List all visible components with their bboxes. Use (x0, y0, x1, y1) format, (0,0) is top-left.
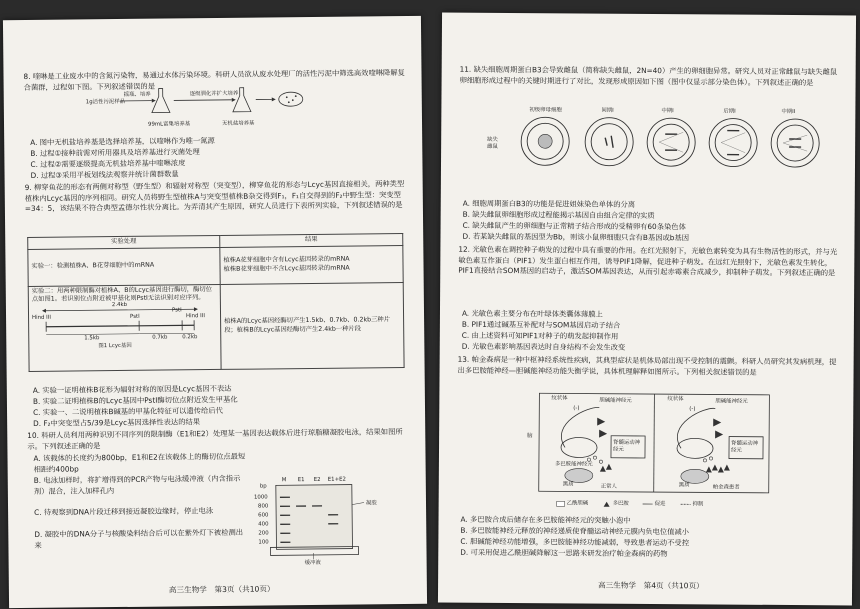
q9-fig1-total: 2.4kb (111, 301, 128, 308)
q13-top-label-right: 纹状体 (667, 396, 684, 403)
q9-fig1-caption: 图1 Lcyc基因 (98, 342, 132, 350)
q10-gel-lane-e1e2: E1+E2 (327, 476, 346, 483)
q9-row2-text: 实验二：用两种限制酶对植株A、B的Lcyc基因进行酶切，酶切位点如图1。若识别位点附近被甲基化则PstI无法识别对应序列。 (31, 285, 213, 304)
q9-fig1-seg-2: 0.7kb (152, 334, 168, 341)
q13-inhibit-left: (-) (573, 405, 580, 412)
q12-stem: 12. 光敏色素在调控种子萌发的过程中具有重要的作用。在红光照射下，光敏色素转变为具有生物活性的形式，并与光敏色素互作蛋白（PIF1）发生蛋白相互作用，诱导PIF1降解，促进种子萌发。在远红光照射下，光敏色素发生转化，PIF1直接结合SOM基因的启动子，激活SOM基因表达，从而引起赤霉素合成减少，抑制种子萌发。下列叙述正确的是 (458, 244, 838, 278)
q12-option-c: C. 由上述资料可知PIF1对种子的萌发起抑制作用 (461, 330, 619, 341)
q11-row-label: 缺失雌鼠 (487, 136, 498, 150)
q13-top-label-left: 纹状体 (551, 395, 568, 402)
q13-option-a: A. 多巴胺合成后储存在多巴胺能神经元的突触小泡中 (460, 514, 631, 525)
q9-fig1-seg-3: 0.2kb (182, 333, 198, 341)
q9-fig1-site-1: Hind III (32, 314, 51, 321)
q13-option-b: B. 多巴胺能神经元释放的神经递质使脊髓运动神经元膜内负电位值减小 (460, 525, 690, 537)
q12-option-b: B. PIF1通过碱基互补配对与SOM基因启动子结合 (461, 319, 621, 330)
q13-legend-ach: 乙酰胆碱 (566, 500, 589, 507)
q9-option-d: D. F₂中突变型占5/39是Lcyc基因选择性表达的结果 (33, 417, 201, 428)
q10-gel-tick-600: 600 (258, 512, 269, 519)
q13-option-c: C. 胆碱能神经功能增强，多巴胺能神经功能减弱，导致患者运动不受控 (460, 536, 690, 548)
q13-stem: 13. 帕金森病是一种中枢神经系统性疾病，其典型症状是机体局部出现不受控制的震颤。科研人员研究其发病机理，提出多巴胺能神经—胆碱能神经功能失衡学说，具体机理解释如图所示。下列相关叙述错误的是 (457, 354, 837, 377)
q11-option-a: A. 细胞周期蛋白B3的功能是促进姐妹染色单体的分离 (462, 198, 636, 209)
q13-patient-label: 帕金森患者 (712, 484, 740, 491)
q13-substantia-right: 黑质 (678, 482, 690, 489)
q9-row1-result-b: 植株B花芽细胞中不含Lcyc基因转录的mRNA (223, 264, 350, 273)
q8-step1-label: 摇瓶、培养 (123, 91, 151, 98)
q9-option-b: B. 实验二证明植株B的Lcyc基因中PstI酶切位点附近发生甲基化 (32, 394, 238, 406)
q11-stage-3: 中期I (661, 108, 674, 115)
q9-row1-treatment: 实验一：检测植株A、B花芽细胞中的mRNA (28, 247, 220, 286)
q13-dopamine-neuron: 多巴胺能神经元 (554, 461, 593, 468)
q10-gel-tick-100: 100 (258, 539, 269, 546)
q10-option-d: D. 凝胶中的DNA分子与核酸染料结合后可以在紫外灯下被检测出来 (34, 527, 244, 550)
q13-option-d: D. 可采用促进乙酰胆碱降解这一思路来研发治疗帕金森病的药物 (460, 547, 668, 559)
q10-option-a: A. 该载体的长度约为800bp，E1和E2在该载体上的酶切位点最短相距约400bp (33, 451, 246, 474)
q9-row1-result-a: 植株A花芽细胞中含有Lcyc基因转录的mRNA (223, 255, 350, 264)
q8-option-d: D. 过程③采用平板划线法观察并统计菌群数量 (30, 169, 179, 180)
q11-stage-5: 中期II (781, 108, 796, 116)
q10-gel-tick-800: 800 (258, 503, 269, 510)
q10-gel-lane-m: M (281, 477, 287, 484)
q8-step2-label: 逐级驯化并扩大培养 (189, 90, 239, 98)
q10-stem: 10. 科研人员利用两种识别不同序列的限制酶（E1和E2）处理某一基因表达载体后进行琼脂糖凝胶电泳，结果如图所示。下列叙述正确的是 (27, 427, 403, 451)
q8-flask-label: 99mL富集培养基 (148, 121, 191, 128)
q9-header-result: 结果 (220, 234, 403, 248)
page3-footer: 高三生物学 第3页（共10页） (168, 584, 275, 595)
q10-buffer-label: 缓冲液 (304, 559, 321, 567)
q9-fig1-seg-1: 1.5kb (84, 334, 100, 342)
q8-option-a: A. 图中无机盐培养基是选择培养基，以喹啉作为唯一氮源 (30, 135, 215, 147)
q11-stage-1: 初级卵母细胞 (529, 107, 562, 114)
q13-cholinergic-right: 胆碱能神经元 (715, 398, 748, 405)
exam-page-3 (3, 16, 427, 608)
q8-flask2-label: 无机盐培养基 (221, 120, 255, 127)
q13-legend-promote: 促进 (654, 501, 666, 508)
q11-stage-2: 间期I (601, 107, 614, 114)
q13-substantia-left: 黑质 (562, 481, 574, 488)
q13-side-label: 脑 (527, 433, 533, 440)
q10-gel-graphic (3, 16, 427, 608)
q8-input-label: 1g活性污泥样品 (85, 98, 126, 106)
q10-option-c: C. 待观察到DNA片段迁移到接近凝胶边缘时，停止电泳 (34, 506, 214, 517)
q13-legend-da: 多巴胺 (612, 500, 629, 507)
q13-spinal-left: 脊髓运动神经元 (612, 439, 641, 453)
q12-option-d: D. 光敏色素影响基因表达时自身结构不会发生改变 (461, 341, 626, 352)
q11-option-c: C. 缺失雌鼠产生的卵细胞与正常精子结合形成的受精卵有60条染色体 (462, 220, 686, 232)
exam-page-4 (438, 13, 856, 606)
q10-gel-tick-400: 400 (258, 521, 269, 528)
q9-stem: 9. 柳穿鱼花的形态有两侧对称型（野生型）和辐射对称型（突变型），柳穿鱼花的形态与Lcyc基因直接相关，两种类型植株内Lcyc基因的序列相同。研究人员将野生型植株A与突变型植株B杂交得到F₁，F₁自交得到的F₂中野生型：突变型=34：5，该结果不符合典型孟德尔性状分离比。为弄清其产生原因，研究人员进行下表所列实验，下列叙述错误的是 (24, 179, 405, 214)
q11-option-d: D. 若某缺失雌鼠的基因型为Bb，则该小鼠卵细胞只含有B基因或b基因 (462, 231, 690, 243)
q13-normal-label: 正常人 (600, 483, 617, 490)
q9-fig1-site-4: Hind III (186, 312, 205, 320)
q8-option-c: C. 过程②需要逐级提高无机盐培养基中喹啉浓度 (30, 158, 186, 169)
q9-fig1-site-3: PstI (171, 307, 182, 314)
q9-row2-result: 植株A的Lcyc基因经酶切产生1.5kb、0.7kb、0.2kb三种片段；植株B的Lcyc基因经酶切产生2.4kb一种片段 (220, 282, 404, 369)
q10-gel-unit: bp (259, 483, 267, 490)
q9-header-treatment: 实验处理 (28, 235, 220, 249)
q10-gel-tick-1000: 1000 (253, 494, 268, 501)
q13-spinal-right: 脊髓运动神经元 (730, 440, 759, 454)
q13-cholinergic-left: 胆碱能神经元 (599, 397, 632, 404)
q10-gel-lane-e1: E1 (297, 477, 305, 484)
q12-option-a: A. 光敏色素主要分布在叶绿体类囊体薄膜上 (461, 308, 603, 319)
q10-gel-label: 凝胶 (365, 500, 377, 507)
q13-legend-inhibit: 抑制 (692, 501, 704, 508)
q10-gel-tick-200: 200 (258, 530, 269, 537)
q8-stem: 8. 喹啉是工业废水中的含氮污染物，易通过水体污染环境。科研人员欲从废水处理厂的活性污泥中筛选高效喹啉降解复合菌群，过程如下图。下列叙述错误的是 (23, 67, 405, 92)
q9-fig1-site-2: PstI (130, 313, 140, 320)
q13-inhibit-right: (-) (689, 406, 696, 413)
q11-stem: 11. 缺失细胞周期蛋白B3会导致雌鼠（简称缺失雌鼠，2N=40）产生的卵细胞异常。研究人员对正常雌鼠与缺失雌鼠卵细胞形成过程中的关键时期进行了对比，发现形成原因如下图（图中仅显示部分染色体）。下列叙述正确的是 (459, 64, 838, 87)
q11-option-b: B. 缺失雌鼠卵细胞形成过程能揭示基因自由组合定律的实质 (462, 209, 655, 221)
page4-footer: 高三生物学 第4页（共10页） (598, 580, 704, 591)
q11-stage-4: 后期I (723, 108, 736, 115)
q8-option-b: B. 过程①接种前需对所用器具及培养基进行灭菌处理 (30, 147, 200, 158)
q9-option-a: A. 实验一证明植株B花形为辐射对称的原因是Lcyc基因不表达 (32, 383, 232, 395)
q9-option-c: C. 实验一、二说明植株B碱基的甲基化特征可以遗传给后代 (32, 405, 223, 417)
q10-option-b: B. 电泳加样时，将扩增得到的PCR产物与电泳缓冲液（内含指示剂）混合，注入加样孔内 (33, 473, 241, 496)
q10-gel-lane-e2: E2 (313, 476, 321, 483)
